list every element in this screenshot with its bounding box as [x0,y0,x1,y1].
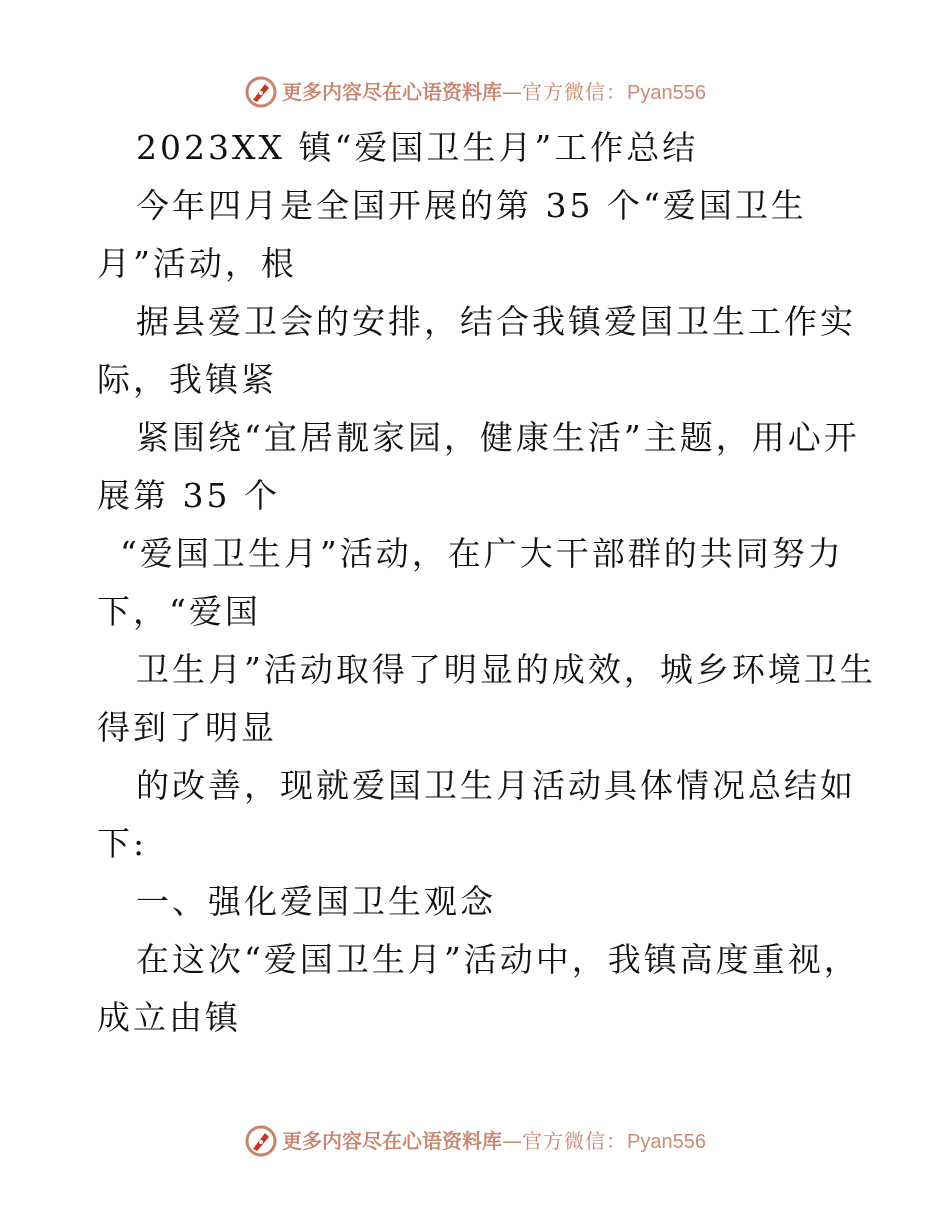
pen-nib-logo-icon [244,1124,278,1158]
document-title: 2023XX 镇“爱国卫生月”工作总结 [136,128,699,167]
paragraph-line: 下，“爱国 [97,592,261,631]
watermark-wechat-id: Pyan556 [627,1130,706,1153]
paragraph-line: 据县爱卫会的安排，结合我镇爱国卫生工作实 [136,302,856,341]
paragraph-line: 卫生月”活动取得了明显的成效，城乡环境卫生 [136,650,876,689]
section-heading: 一、强化爱国卫生观念 [136,882,496,921]
watermark-banner-bottom [0,1121,950,1161]
paragraph-line: 今年四月是全国开展的第 35 个“爱国卫生 [136,186,807,225]
watermark-dash: — [502,1128,523,1153]
paragraph-line: 在这次“爱国卫生月”活动中，我镇高度重视， [136,940,860,979]
paragraph-line: 得到了明显 [97,708,277,747]
watermark-wechat-label: 官方微信： [522,79,628,104]
paragraph-line: “爱国卫生月”活动，在广大干部群的共同努力 [120,534,844,573]
watermark-dash: — [502,79,523,104]
watermark-wechat-id: Pyan556 [627,81,706,104]
paragraph-line: 际，我镇紧 [97,360,277,399]
watermark-wechat-label: 官方微信： [522,1128,628,1153]
paragraph-line: 下: [97,824,148,863]
paragraph-line: 的改善，现就爱国卫生月活动具体情况总结如 [136,766,856,805]
paragraph-line: 月”活动，根 [97,244,297,283]
paragraph-line: 成立由镇 [97,998,241,1037]
watermark-banner-top [0,72,950,112]
watermark-main-text: 更多内容尽在心语资料库 [282,79,503,104]
paragraph-line: 紧围绕“宜居靓家园，健康生活”主题，用心开 [136,418,860,457]
paragraph-line: 展第 35 个 [97,476,280,515]
pen-nib-logo-icon [244,75,278,109]
watermark-main-text: 更多内容尽在心语资料库 [282,1128,503,1153]
